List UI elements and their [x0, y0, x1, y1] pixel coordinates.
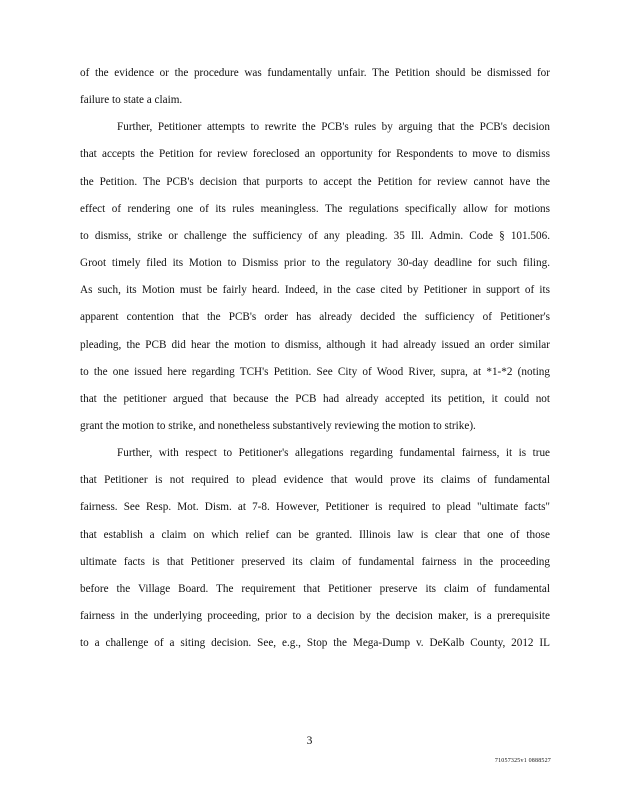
text-line: fairness in the underlying proceeding, prior to a decision by the decision maker, is a prerequisite [80, 610, 550, 622]
text-line: that accepts the Petition for review foreclosed an opportunity for Respondents to move to dismiss [80, 148, 550, 161]
text-line: that Petitioner is not required to plead evidence that would prove its claims of fundamental [80, 474, 550, 487]
text-line: As such, its Motion must be fairly heard. Indeed, in the case cited by Petitioner in support of its [80, 284, 550, 297]
text-line: fairness. See Resp. Mot. Dism. at 7-8. However, Petitioner is required to plead "ultimate facts" [80, 501, 550, 514]
text-line: pleading, the PCB did hear the motion to dismiss, although it had already issued an order similar [80, 338, 550, 351]
page-number: 3 [306, 735, 313, 747]
text-line: to the one issued here regarding TCH's Petition. See City of Wood River, supra, at *1-*2 (noting [80, 365, 550, 378]
text-line: to a challenge of a siting decision. See, e.g., Stop the Mega-Dump v. DeKalb County, 2012 IL [80, 637, 550, 650]
text-line: Further, Petitioner attempts to rewrite the PCB's rules by arguing that the PCB's decision [117, 121, 550, 134]
text-line: failure to state a claim. [80, 94, 183, 107]
text-line: Further, with respect to Petitioner's allegations regarding fundamental fairness, it is true [117, 447, 550, 460]
text-line: to dismiss, strike or challenge the sufficiency of any pleading. 35 Ill. Admin. Code § 101.506. [80, 229, 550, 242]
text-line: of the evidence or the procedure was fundamentally unfair. The Petition should be dismissed for [80, 67, 550, 79]
text-line: that the petitioner argued that because the PCB had already accepted its petition, it could not [80, 392, 550, 405]
text-line: effect of rendering one of its rules meaningless. The regulations specifically allow for motions [80, 202, 550, 215]
text-line: ultimate facts is that Petitioner preserved its claim of fundamental fairness in the proceeding [80, 555, 550, 568]
text-line: that establish a claim on which relief can be granted. Illinois law is clear that one of those [80, 528, 550, 541]
text-line: grant the motion to strike, and nonetheless substantively reviewing the motion to strike). [80, 419, 476, 432]
text-line: apparent contention that the PCB's order has already decided the sufficiency of Petitioner's [80, 311, 550, 324]
text-line: before the Village Board. The requirement that Petitioner preserve its claim of fundamental [80, 582, 550, 595]
text-line: Groot timely filed its Motion to Dismiss prior to the regulatory 30-day deadline for such filing. [80, 257, 550, 269]
text-line: the Petition. The PCB's decision that purports to accept the Petition for review cannot have the [80, 175, 550, 188]
document-id: 71057325v1 0888527 [494, 758, 551, 764]
